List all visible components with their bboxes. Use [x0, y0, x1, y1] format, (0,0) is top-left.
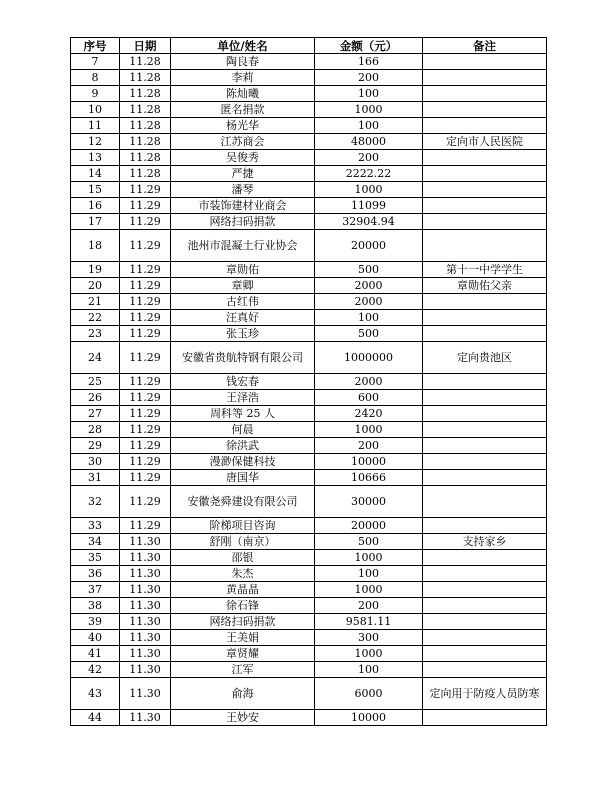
row-name: 市装饰建材业商会	[171, 198, 315, 214]
row-date: 11.29	[120, 294, 171, 310]
row-amount: 11099	[315, 198, 423, 214]
table-row	[71, 454, 547, 470]
row-name: 钱宏春	[171, 374, 315, 390]
header-name: 单位/姓名	[171, 38, 315, 54]
row-date: 11.29	[120, 310, 171, 326]
row-note	[423, 214, 547, 230]
row-amount: 1000	[315, 422, 423, 438]
row-note	[423, 470, 547, 486]
row-name: 池州市混凝土行业协会	[171, 230, 315, 262]
row-name: 阶梯项目咨询	[171, 518, 315, 534]
table-row	[71, 278, 547, 294]
row-amount: 20000	[315, 518, 423, 534]
row-note	[423, 438, 547, 454]
row-date: 11.29	[120, 198, 171, 214]
row-index: 21	[71, 294, 120, 310]
row-date: 11.28	[120, 166, 171, 182]
table-row	[71, 374, 547, 390]
row-date: 11.29	[120, 454, 171, 470]
row-index: 10	[71, 102, 120, 118]
row-amount: 1000	[315, 182, 423, 198]
row-amount: 100	[315, 310, 423, 326]
row-name: 王美娟	[171, 630, 315, 646]
row-name: 章勋佑	[171, 262, 315, 278]
row-name: 俞海	[171, 678, 315, 710]
row-index: 41	[71, 646, 120, 662]
table-row	[71, 262, 547, 278]
row-amount: 10666	[315, 470, 423, 486]
row-note	[423, 422, 547, 438]
table-row	[71, 134, 547, 150]
row-note	[423, 518, 547, 534]
row-name: 王泽浩	[171, 390, 315, 406]
table-row	[71, 86, 547, 102]
table-row	[71, 166, 547, 182]
row-name: 章卿	[171, 278, 315, 294]
row-date: 11.30	[120, 710, 171, 726]
row-index: 11	[71, 118, 120, 134]
row-index: 13	[71, 150, 120, 166]
header-date: 日期	[120, 38, 171, 54]
row-note: 定向贵池区	[423, 342, 547, 374]
row-name: 何晨	[171, 422, 315, 438]
row-index: 32	[71, 486, 120, 518]
table-row	[71, 630, 547, 646]
row-note	[423, 166, 547, 182]
row-amount: 100	[315, 662, 423, 678]
row-name: 邵银	[171, 550, 315, 566]
row-name: 潘琴	[171, 182, 315, 198]
row-date: 11.29	[120, 214, 171, 230]
table-row	[71, 614, 547, 630]
table-row	[71, 518, 547, 534]
row-date: 11.30	[120, 550, 171, 566]
row-date: 11.29	[120, 278, 171, 294]
row-name: 江苏商会	[171, 134, 315, 150]
table-row	[71, 198, 547, 214]
donation-table	[70, 37, 547, 726]
row-note	[423, 230, 547, 262]
row-index: 24	[71, 342, 120, 374]
row-date: 11.30	[120, 662, 171, 678]
row-name: 网络扫码捐款	[171, 614, 315, 630]
row-date: 11.29	[120, 374, 171, 390]
row-date: 11.30	[120, 630, 171, 646]
row-date: 11.30	[120, 678, 171, 710]
row-date: 11.28	[120, 118, 171, 134]
row-note	[423, 150, 547, 166]
row-name: 周科等 25 人	[171, 406, 315, 422]
row-note	[423, 310, 547, 326]
row-note	[423, 630, 547, 646]
row-name: 徐洪武	[171, 438, 315, 454]
donation-table-container	[70, 37, 546, 726]
row-name: 吴俊秀	[171, 150, 315, 166]
row-note	[423, 326, 547, 342]
row-name: 古红伟	[171, 294, 315, 310]
table-row	[71, 422, 547, 438]
row-index: 39	[71, 614, 120, 630]
row-note	[423, 294, 547, 310]
row-index: 43	[71, 678, 120, 710]
row-index: 23	[71, 326, 120, 342]
table-row	[71, 230, 547, 262]
row-name: 安徽省贵航特钢有限公司	[171, 342, 315, 374]
row-note	[423, 374, 547, 390]
row-index: 30	[71, 454, 120, 470]
row-note	[423, 118, 547, 134]
row-date: 11.29	[120, 182, 171, 198]
table-header	[71, 38, 547, 54]
row-amount: 30000	[315, 486, 423, 518]
row-name: 陶良春	[171, 54, 315, 70]
row-note	[423, 598, 547, 614]
row-note	[423, 550, 547, 566]
row-note	[423, 710, 547, 726]
row-amount: 200	[315, 598, 423, 614]
row-amount: 1000	[315, 550, 423, 566]
table-row	[71, 646, 547, 662]
row-index: 42	[71, 662, 120, 678]
row-name: 李莉	[171, 70, 315, 86]
row-amount: 10000	[315, 710, 423, 726]
row-name: 严捷	[171, 166, 315, 182]
header-note: 备注	[423, 38, 547, 54]
table-row	[71, 438, 547, 454]
row-name: 安徽尧舜建设有限公司	[171, 486, 315, 518]
row-name: 黄晶晶	[171, 582, 315, 598]
row-date: 11.29	[120, 262, 171, 278]
row-index: 19	[71, 262, 120, 278]
row-name: 徐石锋	[171, 598, 315, 614]
row-note	[423, 86, 547, 102]
row-note	[423, 662, 547, 678]
table-row	[71, 598, 547, 614]
row-amount: 1000000	[315, 342, 423, 374]
row-index: 38	[71, 598, 120, 614]
row-index: 18	[71, 230, 120, 262]
row-index: 12	[71, 134, 120, 150]
table-row	[71, 70, 547, 86]
row-note: 支持家乡	[423, 534, 547, 550]
table-row	[71, 310, 547, 326]
row-name: 匿名捐款	[171, 102, 315, 118]
row-index: 29	[71, 438, 120, 454]
row-note	[423, 54, 547, 70]
row-amount: 9581.11	[315, 614, 423, 630]
row-index: 40	[71, 630, 120, 646]
table-row	[71, 566, 547, 582]
table-row	[71, 470, 547, 486]
row-note	[423, 486, 547, 518]
table-row	[71, 54, 547, 70]
row-name: 陈灿曦	[171, 86, 315, 102]
row-note: 章勋佑父亲	[423, 278, 547, 294]
row-amount: 48000	[315, 134, 423, 150]
table-row	[71, 678, 547, 710]
row-note	[423, 198, 547, 214]
row-index: 22	[71, 310, 120, 326]
table-row	[71, 486, 547, 518]
table-row	[71, 342, 547, 374]
row-index: 7	[71, 54, 120, 70]
table-row	[71, 550, 547, 566]
row-amount: 1000	[315, 102, 423, 118]
table-row	[71, 534, 547, 550]
row-index: 35	[71, 550, 120, 566]
table-row	[71, 710, 547, 726]
row-date: 11.29	[120, 422, 171, 438]
row-index: 8	[71, 70, 120, 86]
row-index: 31	[71, 470, 120, 486]
header-index: 序号	[71, 38, 120, 54]
row-date: 11.30	[120, 534, 171, 550]
row-name: 汪真好	[171, 310, 315, 326]
row-amount: 6000	[315, 678, 423, 710]
row-note	[423, 102, 547, 118]
row-date: 11.28	[120, 54, 171, 70]
row-amount: 32904.94	[315, 214, 423, 230]
row-date: 11.29	[120, 326, 171, 342]
row-index: 15	[71, 182, 120, 198]
row-note	[423, 454, 547, 470]
row-amount: 1000	[315, 646, 423, 662]
row-index: 33	[71, 518, 120, 534]
row-index: 36	[71, 566, 120, 582]
table-body	[71, 54, 547, 726]
row-date: 11.29	[120, 438, 171, 454]
row-index: 44	[71, 710, 120, 726]
row-amount: 100	[315, 566, 423, 582]
row-note	[423, 582, 547, 598]
table-row	[71, 390, 547, 406]
table-row	[71, 662, 547, 678]
row-index: 25	[71, 374, 120, 390]
row-index: 16	[71, 198, 120, 214]
table-row	[71, 150, 547, 166]
row-amount: 100	[315, 86, 423, 102]
row-index: 14	[71, 166, 120, 182]
row-name: 杨光华	[171, 118, 315, 134]
row-note	[423, 406, 547, 422]
table-row	[71, 214, 547, 230]
row-name: 王妙安	[171, 710, 315, 726]
table-row	[71, 406, 547, 422]
row-index: 27	[71, 406, 120, 422]
row-name: 舒刚（南京）	[171, 534, 315, 550]
table-row	[71, 182, 547, 198]
row-note	[423, 390, 547, 406]
row-amount: 600	[315, 390, 423, 406]
row-amount: 2000	[315, 278, 423, 294]
row-note	[423, 70, 547, 86]
table-row	[71, 582, 547, 598]
row-note	[423, 182, 547, 198]
row-amount: 500	[315, 326, 423, 342]
row-amount: 200	[315, 438, 423, 454]
row-name: 网络扫码捐款	[171, 214, 315, 230]
row-amount: 500	[315, 534, 423, 550]
row-note	[423, 614, 547, 630]
row-name: 唐国华	[171, 470, 315, 486]
row-note: 定向市人民医院	[423, 134, 547, 150]
row-date: 11.28	[120, 86, 171, 102]
row-date: 11.29	[120, 342, 171, 374]
row-date: 11.29	[120, 230, 171, 262]
row-amount: 2222.22	[315, 166, 423, 182]
row-date: 11.29	[120, 470, 171, 486]
row-note	[423, 646, 547, 662]
row-date: 11.29	[120, 486, 171, 518]
row-amount: 166	[315, 54, 423, 70]
row-date: 11.30	[120, 566, 171, 582]
row-index: 17	[71, 214, 120, 230]
row-amount: 2420	[315, 406, 423, 422]
table-row	[71, 118, 547, 134]
row-index: 26	[71, 390, 120, 406]
row-amount: 20000	[315, 230, 423, 262]
row-index: 28	[71, 422, 120, 438]
row-amount: 200	[315, 70, 423, 86]
row-index: 9	[71, 86, 120, 102]
table-row	[71, 294, 547, 310]
header-amount: 金额（元）	[315, 38, 423, 54]
row-date: 11.28	[120, 134, 171, 150]
row-date: 11.30	[120, 614, 171, 630]
row-amount: 1000	[315, 582, 423, 598]
row-date: 11.30	[120, 582, 171, 598]
row-index: 20	[71, 278, 120, 294]
row-amount: 200	[315, 150, 423, 166]
row-date: 11.28	[120, 150, 171, 166]
row-name: 漫渺保健科技	[171, 454, 315, 470]
row-date: 11.28	[120, 70, 171, 86]
row-date: 11.30	[120, 598, 171, 614]
row-amount: 500	[315, 262, 423, 278]
row-date: 11.29	[120, 390, 171, 406]
row-name: 张玉珍	[171, 326, 315, 342]
row-name: 朱杰	[171, 566, 315, 582]
row-note: 定向用于防疫人员防寒	[423, 678, 547, 710]
table-row	[71, 326, 547, 342]
row-note: 第十一中学学生	[423, 262, 547, 278]
row-index: 34	[71, 534, 120, 550]
table-row	[71, 102, 547, 118]
row-amount: 10000	[315, 454, 423, 470]
row-name: 章贤耀	[171, 646, 315, 662]
header-row	[71, 38, 547, 54]
row-date: 11.29	[120, 518, 171, 534]
row-amount: 100	[315, 118, 423, 134]
row-name: 江军	[171, 662, 315, 678]
row-note	[423, 566, 547, 582]
row-index: 37	[71, 582, 120, 598]
row-date: 11.28	[120, 102, 171, 118]
row-date: 11.30	[120, 646, 171, 662]
row-date: 11.29	[120, 406, 171, 422]
row-amount: 2000	[315, 374, 423, 390]
row-amount: 2000	[315, 294, 423, 310]
row-amount: 300	[315, 630, 423, 646]
